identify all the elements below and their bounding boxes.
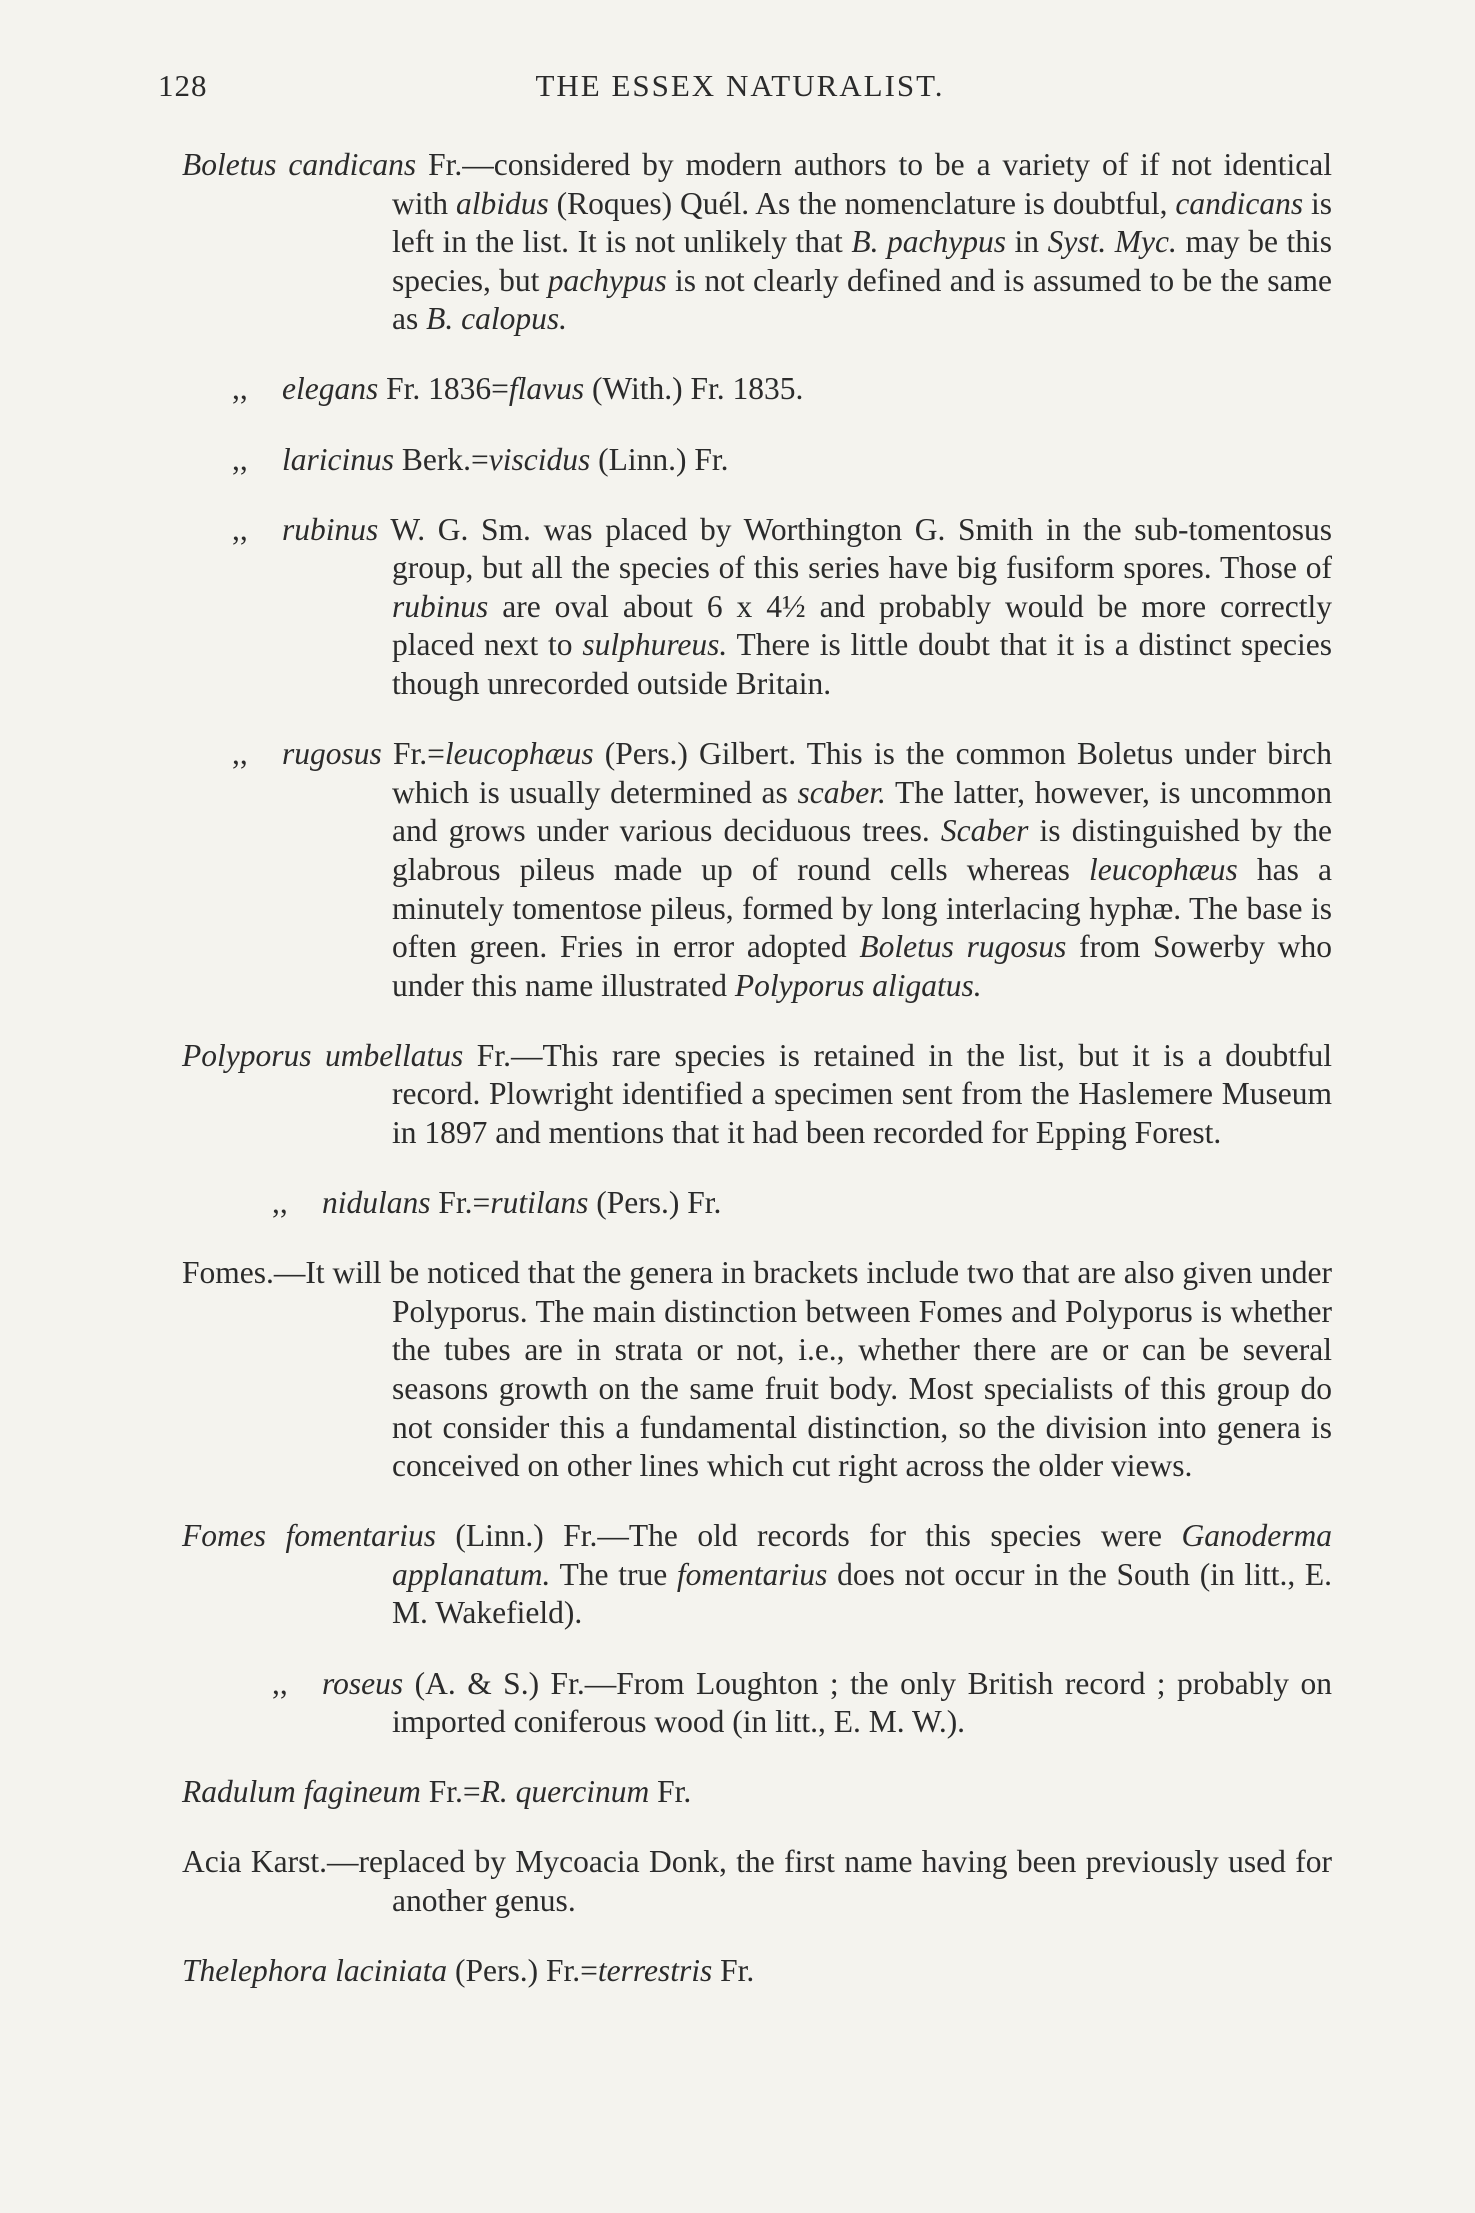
species-ref: Ganoderma applanatum. (392, 1518, 1332, 1592)
species-ref: rutilans (490, 1185, 589, 1221)
entry-text: is distinguished by the glabrous pileus made up of round cells whereas (392, 813, 1332, 887)
ditto-mark: ,, (232, 736, 248, 772)
entry-text: Fr. 1836= (386, 371, 509, 407)
species-name: roseus (322, 1665, 404, 1701)
entry-text: (Linn.) Fr.—The old records for this species were (455, 1518, 1163, 1554)
entry-text: W. G. Sm. was placed by Worthington G. Smith in the sub-tomentosus group, but all the species of this series have big fusiform spores. Those of (390, 511, 1332, 586)
entry-text: (With.) Fr. 1835. (592, 371, 804, 407)
ditto-mark: ,, (232, 371, 248, 407)
entry-text: Fr. (720, 1952, 755, 1988)
entry-laricinus (182, 441, 1332, 480)
entry-text: is not clearly defined and is assumed to be the same as (392, 262, 1333, 337)
author: Fr. (428, 147, 463, 182)
entry-text: Fr.= (392, 736, 445, 772)
species-name: elegans (282, 371, 379, 407)
species-ref: viscidus (488, 441, 591, 477)
ditto-mark: ,, (232, 441, 248, 477)
species-ref: leucophæus (1089, 851, 1238, 887)
species-ref: Boletus rugosus (859, 929, 1067, 965)
entry-text: (Roques) Quél. As the nomenclature is doubtful, (556, 185, 1168, 221)
entry-text: from Sowerby who under this name illustrated (392, 929, 1333, 1003)
entry-text: (Pers.) Gilbert. This is the common Boletus under birch which is usually determined as (392, 736, 1333, 810)
species-name: Fomes fomentarius (182, 1518, 436, 1554)
genus-name: Acia Karst. (182, 1844, 327, 1880)
entry-text: Fr. (657, 1774, 692, 1810)
entry-text: (A. & S.) Fr.—From Loughton ; the only British record ; probably on imported coniferous wood (in litt., E. M. W.). (392, 1665, 1332, 1740)
entry-text: has a minutely tomentose pileus, formed by long interlacing hyphæ. The base is often green. Fries in error adopted (392, 851, 1332, 965)
entry-text: Berk.= (401, 441, 489, 477)
entry-rubinus (182, 511, 1332, 704)
entry-fomes (182, 1254, 1332, 1486)
ditto-mark: ,, (272, 1185, 288, 1221)
entry-text: Fr.—This rare species is retained in the list, but it is a doubtful record. Plowright identified a specimen sent from the Haslemere Museum in 1897 and mentions that it had been recorded for Epping Forest. (392, 1037, 1332, 1150)
entry-text: is left in the list. It is not unlikely that (392, 185, 1333, 260)
entry-polyporus-umbellatus (182, 1037, 1332, 1153)
entry-nidulans (182, 1184, 1332, 1223)
entry-text: (Linn.) Fr. (598, 441, 729, 477)
entry-text: Fr.= (438, 1185, 491, 1221)
entry-text: are oval about 6 x 4½ and probably would be more correctly placed next to (392, 588, 1332, 663)
ditto-mark: ,, (272, 1665, 288, 1701)
running-title: THE ESSEX NATURALIST. (535, 68, 945, 103)
entry-boletus-candicans (182, 146, 1332, 339)
species-name: laricinus (282, 441, 395, 477)
entry-fomes-fomentarius (182, 1517, 1332, 1633)
species-ref: albidus (455, 185, 549, 221)
genus-name: Fomes. (182, 1255, 274, 1291)
entry-text: (Pers.) Fr. (596, 1185, 722, 1221)
species-name: Boletus candicans (182, 147, 417, 182)
species-ref: B. calopus. (426, 301, 567, 337)
species-ref: scaber. (797, 774, 886, 810)
entry-text: does not occur in the South (in litt., E. M. Wakefield). (392, 1556, 1333, 1631)
species-ref: Polyporus aligatus. (734, 967, 982, 1003)
entry-text: may be this species, but (392, 224, 1333, 298)
species-ref: candicans (1175, 185, 1304, 221)
entry-text: —considered by modern authors to be a variety of if not identical with (392, 147, 1332, 221)
entry-elegans (182, 370, 1332, 409)
entry-acia (182, 1843, 1332, 1920)
species-ref: sulphureus. (582, 627, 728, 663)
species-name: rugosus (282, 736, 382, 772)
entry-text: Fr.= (428, 1774, 481, 1810)
page-header (150, 68, 1330, 118)
species-name: rubinus (282, 511, 379, 547)
species-name: nidulans (322, 1185, 431, 1221)
species-ref: rubinus (392, 588, 489, 624)
species-name: Thelephora laciniata (182, 1952, 448, 1988)
species-ref: R. quercinum (480, 1774, 650, 1810)
entry-text: —replaced by Mycoacia Donk, the first name having been previously used for another genus. (326, 1844, 1332, 1918)
work-title: Syst. Myc. (1047, 224, 1177, 260)
entry-text: The latter, however, is uncommon and grows under various deciduous trees. (392, 774, 1332, 849)
species-name: Radulum fagineum (182, 1774, 421, 1810)
species-ref: flavus (508, 371, 585, 407)
species-ref: terrestris (597, 1952, 713, 1988)
page-number: 128 (158, 68, 208, 103)
entry-text: The true (559, 1556, 668, 1592)
page-body (182, 146, 1332, 1999)
entry-text: There is little doubt that it is a distinct species though unrecorded outside Britain. (392, 627, 1333, 702)
entry-roseus (182, 1665, 1332, 1742)
species-ref: leucophæus (444, 736, 594, 772)
species-ref: fomentarius (676, 1556, 828, 1592)
entry-text: (Pers.) Fr.= (454, 1952, 598, 1988)
species-name: Polyporus umbellatus (182, 1037, 464, 1073)
entry-thelephora-laciniata (182, 1952, 1332, 1991)
species-ref: Scaber (940, 813, 1029, 849)
entry-text: —It will be noticed that the genera in brackets include two that are also given under Polyporus. The main distinction between Fomes and Polyporus is whether the tubes are in strata or not, i.e., whether there are or can be several seasons growth on the same fruit body. Most specialists of this group do not consider this a fundamental distinction, so the division into genera is conceived on other lines which cut right across the older views. (273, 1255, 1332, 1484)
entry-radulum-fagineum (182, 1773, 1332, 1812)
species-ref: B. pachypus (851, 224, 1006, 260)
ditto-mark: ,, (232, 511, 248, 547)
entry-text: in (1014, 224, 1040, 260)
entry-rugosus (182, 735, 1332, 1005)
species-ref: pachypus (547, 262, 667, 298)
